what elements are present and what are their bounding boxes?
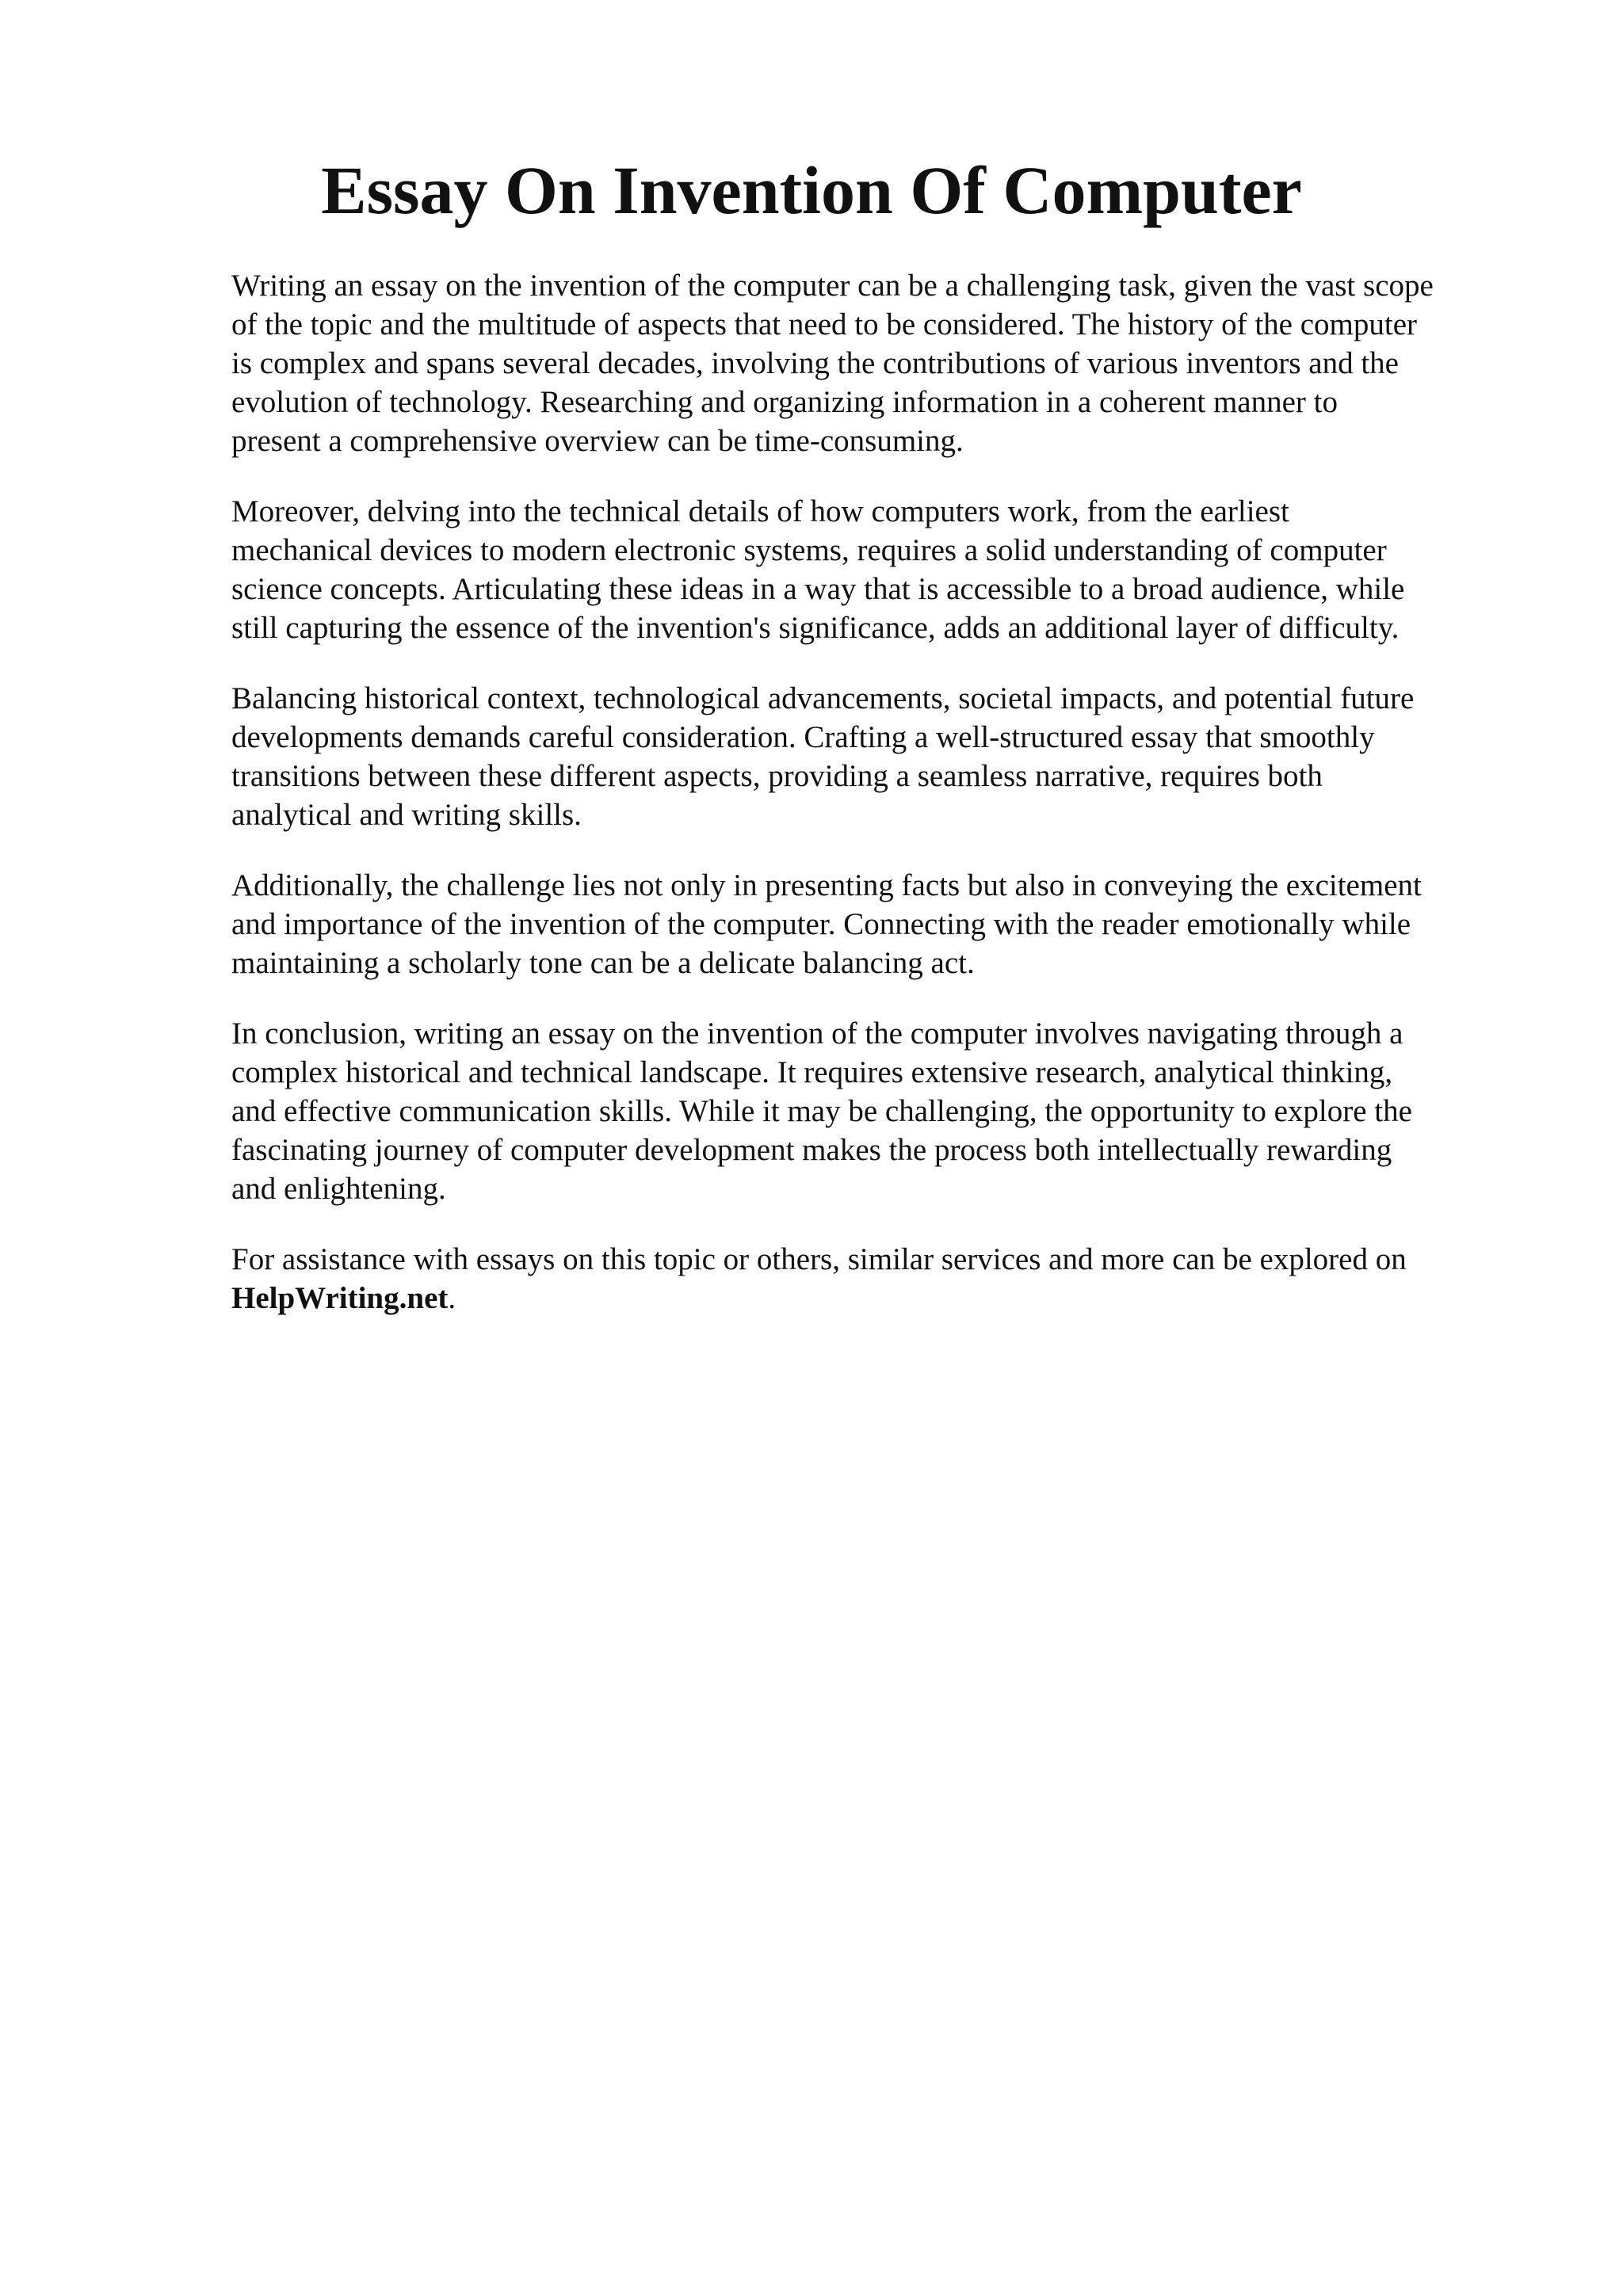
paragraph-line: fascinating journey of computer development makes the process both intellectually rewarding [231,1133,1392,1167]
paragraph-line: of the topic and the multitude of aspects that need to be considered. The history of the computer [231,307,1418,341]
essay-body [231,266,1531,1349]
paragraph-line: Writing an essay on the invention of the computer can be a challenging task, given the vast scope [231,269,1434,303]
paragraph-line: is complex and spans several decades, involving the contributions of various inventors and the [231,346,1399,380]
closing-line-2 [231,1279,1531,1318]
closing-period: . [448,1281,456,1315]
paragraph-line: and enlightening. [231,1172,446,1206]
paragraph-line: still capturing the essence of the invention's significance, adds an additional layer of difficulty. [231,611,1400,645]
paragraph-line: maintaining a scholarly tone can be a delicate balancing act. [231,946,975,980]
paragraph-line: and effective communication skills. While it may be challenging, the opportunity to explore the [231,1094,1412,1128]
paragraph-3 [231,679,1531,834]
paragraph-line: analytical and writing skills. [231,798,582,832]
paragraph-line: and importance of the invention of the computer. Connecting with the reader emotionally while [231,907,1411,941]
paragraph-line: evolution of technology. Researching and organizing information in a coherent manner to [231,385,1338,419]
paragraph-line: In conclusion, writing an essay on the invention of the computer involves navigating through a [231,1016,1403,1051]
closing-paragraph [231,1240,1531,1318]
helpwriting-link[interactable]: HelpWriting.net [231,1281,449,1315]
paragraph-1 [231,266,1531,460]
paragraph-2 [231,492,1531,647]
paragraph-5 [231,1014,1531,1208]
paragraph-line: Additionally, the challenge lies not only in presenting facts but also in conveying the excitement [231,868,1422,902]
paragraph-line: Moreover, delving into the technical details of how computers work, from the earliest [231,494,1289,528]
paragraph-line: Balancing historical context, technological advancements, societal impacts, and potential future [231,681,1415,715]
paragraph-line: present a comprehensive overview can be time-consuming. [231,424,964,458]
paragraph-4 [231,866,1531,982]
paragraph-line: mechanical devices to modern electronic systems, requires a solid understanding of computer [231,533,1387,567]
paragraph-line: science concepts. Articulating these ideas in a way that is accessible to a broad audience, while [231,572,1405,606]
closing-line: For assistance with essays on this topic or others, similar services and more can be explored on [231,1242,1407,1276]
paragraph-line: developments demands careful consideration. Crafting a well-structured essay that smoothly [231,720,1375,754]
paragraph-line: transitions between these different aspects, providing a seamless narrative, requires both [231,759,1323,793]
page-title: Essay On Invention Of Computer [321,152,1302,228]
paragraph-line: complex historical and technical landscape. It requires extensive research, analytical thinking, [231,1055,1393,1089]
